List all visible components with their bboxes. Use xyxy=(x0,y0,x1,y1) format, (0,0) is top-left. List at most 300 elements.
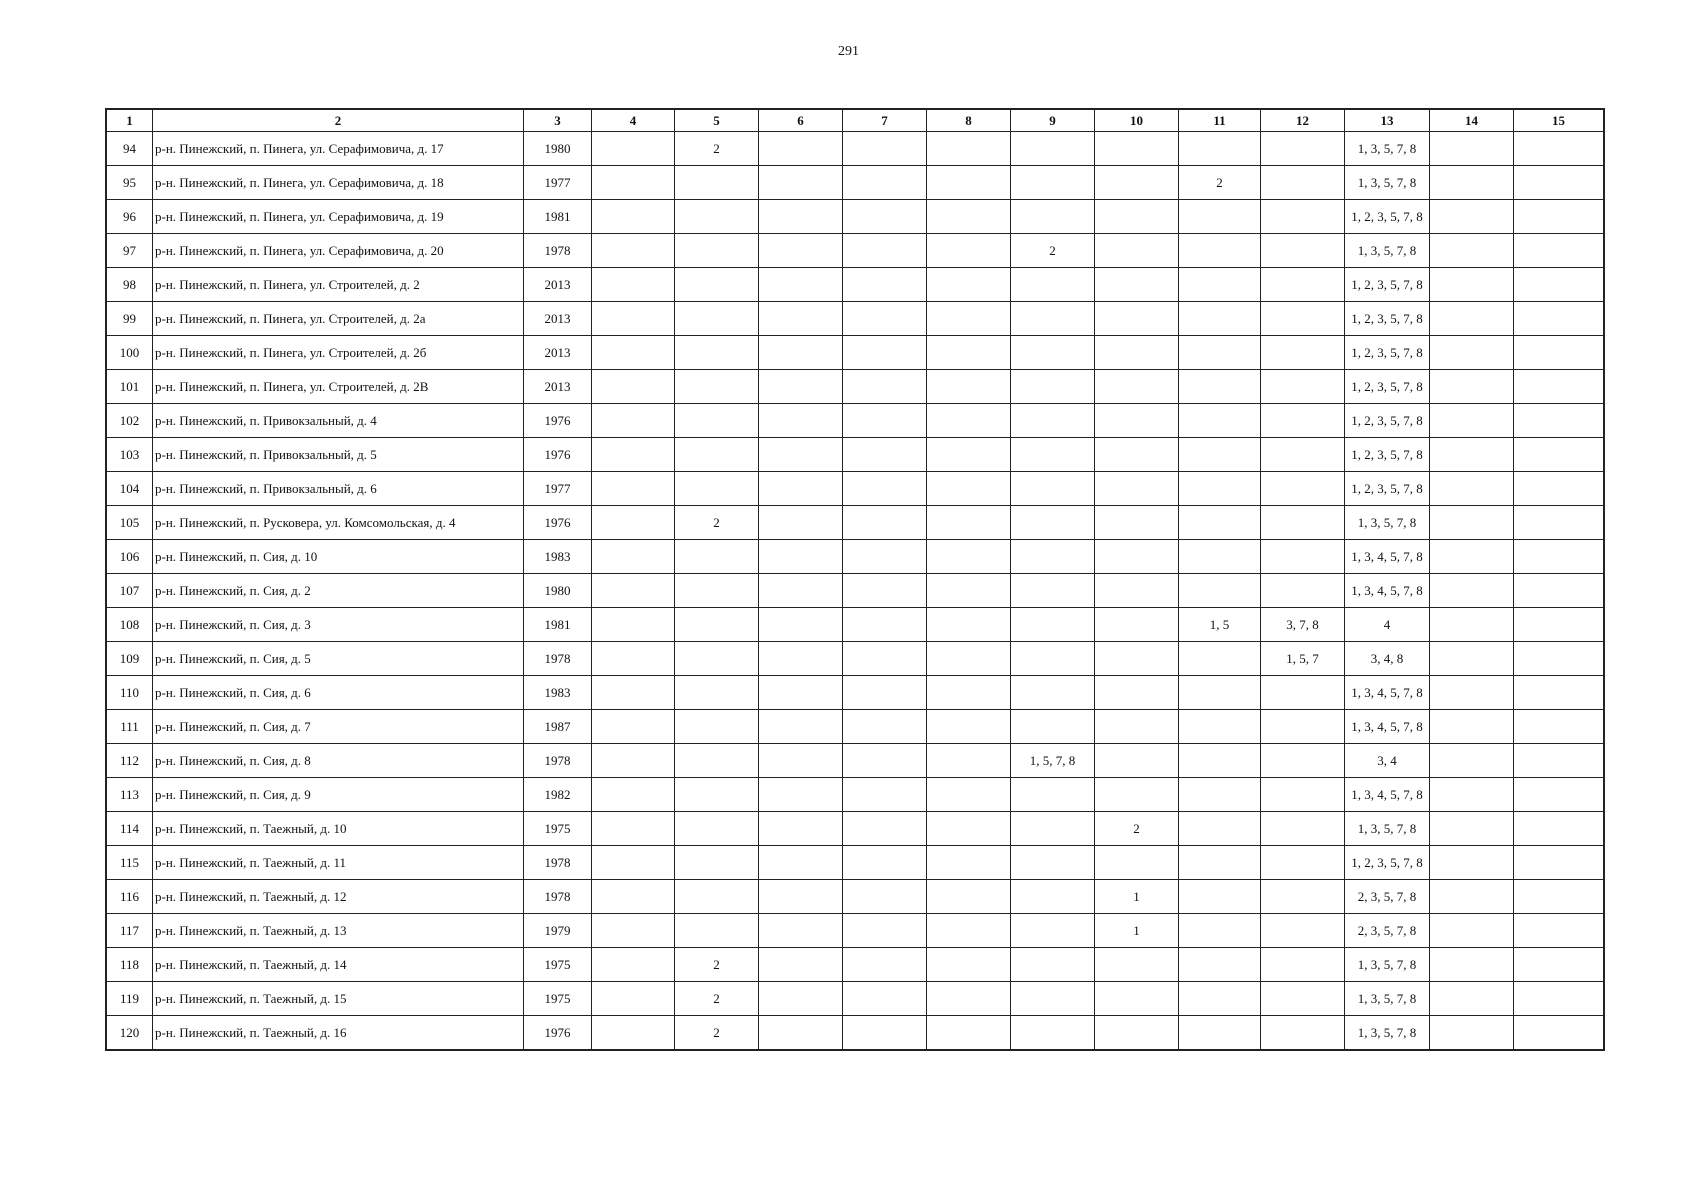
table-cell-col-12 xyxy=(1261,302,1345,336)
table-row xyxy=(107,1016,1604,1050)
table-cell-col-8 xyxy=(927,200,1011,234)
table-cell-col-8 xyxy=(927,472,1011,506)
table-cell-col-6 xyxy=(759,982,843,1016)
codes-text: 1, 2, 3, 5, 7, 8 xyxy=(1351,447,1423,462)
table-cell-col-14 xyxy=(1430,608,1514,642)
table-cell-col-10 xyxy=(1095,200,1179,234)
table-cell-col-1: 100 xyxy=(107,336,153,370)
table-cell-col-14 xyxy=(1430,982,1514,1016)
table-cell-col-13 xyxy=(1345,506,1430,540)
table-cell-col-1: 120 xyxy=(107,1016,153,1050)
table-cell-col-9 xyxy=(1011,472,1095,506)
table-cell-col-11 xyxy=(1179,540,1261,574)
table-cell-col-10 xyxy=(1095,676,1179,710)
data-table xyxy=(106,109,1604,1050)
table-cell-col-6 xyxy=(759,812,843,846)
table-cell-col-7 xyxy=(843,574,927,608)
table-cell-col-2: р-н. Пинежский, п. Пинега, ул. Строителей, д. 2 xyxy=(153,268,524,302)
table-cell-col-15 xyxy=(1514,574,1604,608)
table-cell-col-15 xyxy=(1514,166,1604,200)
table-cell-col-14 xyxy=(1430,166,1514,200)
table-cell-col-14 xyxy=(1430,574,1514,608)
table-cell-col-14 xyxy=(1430,506,1514,540)
table-cell-col-5 xyxy=(675,268,759,302)
table-cell-col-1: 105 xyxy=(107,506,153,540)
table-cell-col-10 xyxy=(1095,302,1179,336)
table-row xyxy=(107,846,1604,880)
table-cell-col-12 xyxy=(1261,438,1345,472)
table-row xyxy=(107,812,1604,846)
table-cell-col-15 xyxy=(1514,846,1604,880)
table-cell-col-10 xyxy=(1095,472,1179,506)
table-cell-col-3: 2013 xyxy=(524,268,592,302)
table-cell-col-6 xyxy=(759,166,843,200)
table-cell-col-12 xyxy=(1261,574,1345,608)
table-cell-col-2: р-н. Пинежский, п. Русковера, ул. Комсомольская, д. 4 xyxy=(153,506,524,540)
table-cell-col-10 xyxy=(1095,166,1179,200)
table-cell-col-13 xyxy=(1345,676,1430,710)
table-header-row xyxy=(107,110,1604,132)
table-cell-col-3: 2013 xyxy=(524,302,592,336)
table-cell-col-4 xyxy=(592,200,675,234)
table-cell-col-8 xyxy=(927,914,1011,948)
table-cell-col-2: р-н. Пинежский, п. Таежный, д. 11 xyxy=(153,846,524,880)
table-cell-col-5 xyxy=(675,234,759,268)
table-cell-col-11 xyxy=(1179,778,1261,812)
table-body xyxy=(107,132,1604,1050)
table-cell-col-14 xyxy=(1430,812,1514,846)
table-cell-col-13 xyxy=(1345,948,1430,982)
table-cell-col-2: р-н. Пинежский, п. Привокзальный, д. 5 xyxy=(153,438,524,472)
table-cell-col-7 xyxy=(843,540,927,574)
table-row xyxy=(107,642,1604,676)
table-cell-col-3: 1975 xyxy=(524,982,592,1016)
table-cell-col-2: р-н. Пинежский, п. Пинега, ул. Строителей, д. 2В xyxy=(153,370,524,404)
table-cell-col-10 xyxy=(1095,132,1179,166)
table-row xyxy=(107,914,1604,948)
codes-text: 1, 3, 4, 5, 7, 8 xyxy=(1351,787,1423,802)
table-cell-col-3: 1978 xyxy=(524,642,592,676)
table-cell-col-7 xyxy=(843,302,927,336)
table-cell-col-11 xyxy=(1179,914,1261,948)
table-cell-col-13 xyxy=(1345,200,1430,234)
table-cell-col-8 xyxy=(927,1016,1011,1050)
table-cell-col-6 xyxy=(759,914,843,948)
table-row xyxy=(107,778,1604,812)
table-cell-col-11 xyxy=(1179,812,1261,846)
table-cell-col-2: р-н. Пинежский, п. Сия, д. 2 xyxy=(153,574,524,608)
table-cell-col-4 xyxy=(592,370,675,404)
table-cell-col-4 xyxy=(592,1016,675,1050)
table-cell-col-8 xyxy=(927,540,1011,574)
column-header-4: 4 xyxy=(592,110,675,132)
table-cell-col-8 xyxy=(927,234,1011,268)
table-cell-col-10 xyxy=(1095,778,1179,812)
table-cell-col-6 xyxy=(759,370,843,404)
table-cell-col-9 xyxy=(1011,506,1095,540)
table-cell-col-14 xyxy=(1430,744,1514,778)
table-cell-col-3: 1980 xyxy=(524,132,592,166)
table-cell-col-6 xyxy=(759,642,843,676)
table-cell-col-9 xyxy=(1011,540,1095,574)
codes-text: 1, 3, 5, 7, 8 xyxy=(1357,957,1417,972)
table-cell-col-12 xyxy=(1261,166,1345,200)
codes-text: 1, 3, 5, 7, 8 xyxy=(1357,515,1417,530)
table-cell-col-2: р-н. Пинежский, п. Привокзальный, д. 6 xyxy=(153,472,524,506)
codes-text: 1, 3, 5, 7, 8 xyxy=(1357,243,1417,258)
table-cell-col-9 xyxy=(1011,268,1095,302)
table-cell-col-11 xyxy=(1179,302,1261,336)
table-cell-col-6 xyxy=(759,880,843,914)
table-cell-col-7 xyxy=(843,642,927,676)
table-cell-col-3: 1977 xyxy=(524,166,592,200)
table-cell-col-10 xyxy=(1095,540,1179,574)
table-cell-col-7 xyxy=(843,744,927,778)
table-cell-col-4 xyxy=(592,778,675,812)
table-cell-col-7 xyxy=(843,914,927,948)
codes-text: 1, 3, 4, 5, 7, 8 xyxy=(1351,583,1423,598)
table-cell-col-13 xyxy=(1345,812,1430,846)
table-cell-col-13 xyxy=(1345,1016,1430,1050)
table-cell-col-7 xyxy=(843,846,927,880)
table-cell-col-8 xyxy=(927,948,1011,982)
table-row xyxy=(107,302,1604,336)
table-cell-col-4 xyxy=(592,642,675,676)
column-header-9: 9 xyxy=(1011,110,1095,132)
table-cell-col-12 xyxy=(1261,234,1345,268)
column-header-13: 13 xyxy=(1345,110,1430,132)
table-row xyxy=(107,268,1604,302)
table-cell-col-6 xyxy=(759,472,843,506)
table-cell-col-4 xyxy=(592,914,675,948)
table-row xyxy=(107,710,1604,744)
table-cell-col-6 xyxy=(759,846,843,880)
table-cell-col-6 xyxy=(759,710,843,744)
table-cell-col-6 xyxy=(759,948,843,982)
column-header-8: 8 xyxy=(927,110,1011,132)
table-cell-col-1: 107 xyxy=(107,574,153,608)
table-cell-col-1: 96 xyxy=(107,200,153,234)
table-cell-col-1: 111 xyxy=(107,710,153,744)
table-cell-col-6 xyxy=(759,506,843,540)
table-cell-col-15 xyxy=(1514,540,1604,574)
table-cell-col-5 xyxy=(675,472,759,506)
table-cell-col-1: 110 xyxy=(107,676,153,710)
table-cell-col-11 xyxy=(1179,846,1261,880)
table-cell-col-4 xyxy=(592,574,675,608)
table-cell-col-7 xyxy=(843,132,927,166)
table-cell-col-11: 1, 5 xyxy=(1179,608,1261,642)
table-cell-col-8 xyxy=(927,982,1011,1016)
column-header-5: 5 xyxy=(675,110,759,132)
table-cell-col-10 xyxy=(1095,336,1179,370)
table-cell-col-4 xyxy=(592,710,675,744)
table-cell-col-9 xyxy=(1011,370,1095,404)
column-header-11: 11 xyxy=(1179,110,1261,132)
table-cell-col-3: 1975 xyxy=(524,948,592,982)
table-cell-col-13 xyxy=(1345,472,1430,506)
table-cell-col-4 xyxy=(592,744,675,778)
table-cell-col-14 xyxy=(1430,846,1514,880)
table-cell-col-9 xyxy=(1011,336,1095,370)
column-header-14: 14 xyxy=(1430,110,1514,132)
table-cell-col-15 xyxy=(1514,404,1604,438)
table-cell-col-3: 1979 xyxy=(524,914,592,948)
table-cell-col-8 xyxy=(927,370,1011,404)
table-cell-col-10 xyxy=(1095,404,1179,438)
table-cell-col-12 xyxy=(1261,200,1345,234)
table-cell-col-3: 1976 xyxy=(524,1016,592,1050)
table-cell-col-15 xyxy=(1514,472,1604,506)
table-cell-col-4 xyxy=(592,676,675,710)
table-cell-col-1: 118 xyxy=(107,948,153,982)
table-cell-col-13 xyxy=(1345,710,1430,744)
table-cell-col-13 xyxy=(1345,642,1430,676)
table-cell-col-11 xyxy=(1179,744,1261,778)
table-cell-col-13 xyxy=(1345,540,1430,574)
table-cell-col-2: р-н. Пинежский, п. Сия, д. 9 xyxy=(153,778,524,812)
table-cell-col-5 xyxy=(675,574,759,608)
codes-text: 3, 4, 8 xyxy=(1370,651,1404,666)
table-cell-col-14 xyxy=(1430,200,1514,234)
table-cell-col-1: 119 xyxy=(107,982,153,1016)
table-cell-col-8 xyxy=(927,778,1011,812)
table-cell-col-7 xyxy=(843,404,927,438)
table-cell-col-11 xyxy=(1179,200,1261,234)
table-cell-col-11 xyxy=(1179,370,1261,404)
table-cell-col-7 xyxy=(843,506,927,540)
table-cell-col-4 xyxy=(592,880,675,914)
table-cell-col-4 xyxy=(592,982,675,1016)
table-cell-col-1: 116 xyxy=(107,880,153,914)
table-cell-col-15 xyxy=(1514,608,1604,642)
table-cell-col-2: р-н. Пинежский, п. Сия, д. 3 xyxy=(153,608,524,642)
table-cell-col-8 xyxy=(927,642,1011,676)
table-cell-col-13 xyxy=(1345,302,1430,336)
table-row xyxy=(107,676,1604,710)
table-cell-col-5 xyxy=(675,404,759,438)
table-row xyxy=(107,404,1604,438)
table-cell-col-12 xyxy=(1261,506,1345,540)
table-cell-col-15 xyxy=(1514,438,1604,472)
table-cell-col-6 xyxy=(759,676,843,710)
table-row xyxy=(107,574,1604,608)
table-cell-col-9 xyxy=(1011,574,1095,608)
table-cell-col-11 xyxy=(1179,404,1261,438)
table-cell-col-5 xyxy=(675,744,759,778)
table-cell-col-2: р-н. Пинежский, п. Пинега, ул. Строителей, д. 2а xyxy=(153,302,524,336)
table-cell-col-5 xyxy=(675,438,759,472)
table-cell-col-11 xyxy=(1179,710,1261,744)
table-cell-col-15 xyxy=(1514,880,1604,914)
table-cell-col-3: 1976 xyxy=(524,506,592,540)
table-cell-col-8 xyxy=(927,132,1011,166)
table-cell-col-2: р-н. Пинежский, п. Пинега, ул. Серафимовича, д. 18 xyxy=(153,166,524,200)
table-cell-col-8 xyxy=(927,166,1011,200)
table-cell-col-8 xyxy=(927,302,1011,336)
table-cell-col-11 xyxy=(1179,132,1261,166)
table-cell-col-12 xyxy=(1261,336,1345,370)
table-cell-col-15 xyxy=(1514,132,1604,166)
table-cell-col-7 xyxy=(843,778,927,812)
table-cell-col-2: р-н. Пинежский, п. Таежный, д. 12 xyxy=(153,880,524,914)
table-cell-col-6 xyxy=(759,132,843,166)
table-cell-col-5 xyxy=(675,540,759,574)
table-cell-col-2: р-н. Пинежский, п. Пинега, ул. Серафимовича, д. 20 xyxy=(153,234,524,268)
table-cell-col-9 xyxy=(1011,676,1095,710)
table-cell-col-6 xyxy=(759,744,843,778)
column-header-10: 10 xyxy=(1095,110,1179,132)
table-cell-col-13 xyxy=(1345,778,1430,812)
table-cell-col-4 xyxy=(592,268,675,302)
table-cell-col-2: р-н. Пинежский, п. Сия, д. 8 xyxy=(153,744,524,778)
table-cell-col-11 xyxy=(1179,336,1261,370)
table-cell-col-12 xyxy=(1261,744,1345,778)
table-cell-col-3: 1983 xyxy=(524,676,592,710)
table-cell-col-13 xyxy=(1345,166,1430,200)
table-cell-col-12 xyxy=(1261,370,1345,404)
codes-text: 1, 2, 3, 5, 7, 8 xyxy=(1351,311,1423,326)
table-cell-col-5 xyxy=(675,336,759,370)
column-header-1: 1 xyxy=(107,110,153,132)
table-cell-col-8 xyxy=(927,336,1011,370)
table-cell-col-1: 112 xyxy=(107,744,153,778)
table-cell-col-12 xyxy=(1261,710,1345,744)
table-cell-col-14 xyxy=(1430,268,1514,302)
table-cell-col-2: р-н. Пинежский, п. Привокзальный, д. 4 xyxy=(153,404,524,438)
table-cell-col-5 xyxy=(675,200,759,234)
table-cell-col-2: р-н. Пинежский, п. Сия, д. 6 xyxy=(153,676,524,710)
table-cell-col-9 xyxy=(1011,710,1095,744)
table-cell-col-8 xyxy=(927,506,1011,540)
table-cell-col-12 xyxy=(1261,540,1345,574)
table-cell-col-15 xyxy=(1514,370,1604,404)
table-cell-col-13 xyxy=(1345,438,1430,472)
codes-text: 1, 2, 3, 5, 7, 8 xyxy=(1351,277,1423,292)
table-cell-col-5 xyxy=(675,166,759,200)
codes-text: 1, 3, 5, 7, 8 xyxy=(1357,821,1417,836)
table-cell-col-12 xyxy=(1261,404,1345,438)
table-cell-col-10 xyxy=(1095,642,1179,676)
table-cell-col-14 xyxy=(1430,472,1514,506)
table-cell-col-4 xyxy=(592,132,675,166)
table-cell-col-2: р-н. Пинежский, п. Сия, д. 10 xyxy=(153,540,524,574)
table-cell-col-6 xyxy=(759,302,843,336)
table-cell-col-7 xyxy=(843,336,927,370)
table-cell-col-8 xyxy=(927,404,1011,438)
codes-text: 1, 3, 5, 7, 8 xyxy=(1357,141,1417,156)
table-cell-col-10: 2 xyxy=(1095,812,1179,846)
table-cell-col-6 xyxy=(759,608,843,642)
table-cell-col-9: 2 xyxy=(1011,234,1095,268)
table-cell-col-5 xyxy=(675,846,759,880)
table-cell-col-3: 1975 xyxy=(524,812,592,846)
table-cell-col-1: 108 xyxy=(107,608,153,642)
table-cell-col-13 xyxy=(1345,880,1430,914)
table-cell-col-14 xyxy=(1430,880,1514,914)
table-row xyxy=(107,200,1604,234)
table-cell-col-4 xyxy=(592,166,675,200)
table-cell-col-7 xyxy=(843,234,927,268)
table-cell-col-11 xyxy=(1179,982,1261,1016)
table-cell-col-4 xyxy=(592,438,675,472)
table-cell-col-1: 106 xyxy=(107,540,153,574)
table-cell-col-9 xyxy=(1011,608,1095,642)
table-cell-col-1: 102 xyxy=(107,404,153,438)
table-cell-col-3: 1977 xyxy=(524,472,592,506)
table-cell-col-10 xyxy=(1095,438,1179,472)
codes-text: 1, 3, 4, 5, 7, 8 xyxy=(1351,549,1423,564)
codes-text: 1, 3, 5, 7, 8 xyxy=(1357,991,1417,1006)
table-cell-col-7 xyxy=(843,710,927,744)
table-cell-col-6 xyxy=(759,234,843,268)
table-cell-col-15 xyxy=(1514,200,1604,234)
table-cell-col-13 xyxy=(1345,336,1430,370)
column-header-3: 3 xyxy=(524,110,592,132)
table-cell-col-11 xyxy=(1179,880,1261,914)
table-cell-col-1: 95 xyxy=(107,166,153,200)
table-cell-col-14 xyxy=(1430,234,1514,268)
table-cell-col-8 xyxy=(927,676,1011,710)
table-cell-col-8 xyxy=(927,880,1011,914)
table-cell-col-10 xyxy=(1095,710,1179,744)
table-cell-col-11 xyxy=(1179,1016,1261,1050)
table-cell-col-4 xyxy=(592,302,675,336)
table-cell-col-7 xyxy=(843,472,927,506)
table-cell-col-5: 2 xyxy=(675,1016,759,1050)
table-cell-col-15 xyxy=(1514,778,1604,812)
table-cell-col-1: 94 xyxy=(107,132,153,166)
table-cell-col-15 xyxy=(1514,982,1604,1016)
table-cell-col-10 xyxy=(1095,608,1179,642)
table-cell-col-2: р-н. Пинежский, п. Пинега, ул. Серафимовича, д. 17 xyxy=(153,132,524,166)
table-cell-col-13 xyxy=(1345,574,1430,608)
table-cell-col-13 xyxy=(1345,268,1430,302)
table-cell-col-9 xyxy=(1011,642,1095,676)
codes-text: 1, 2, 3, 5, 7, 8 xyxy=(1351,379,1423,394)
table-row xyxy=(107,132,1604,166)
table-cell-col-14 xyxy=(1430,914,1514,948)
table-cell-col-3: 1982 xyxy=(524,778,592,812)
table-cell-col-10 xyxy=(1095,506,1179,540)
table-cell-col-15 xyxy=(1514,1016,1604,1050)
table-cell-col-5 xyxy=(675,812,759,846)
table-cell-col-5 xyxy=(675,710,759,744)
table-cell-col-2: р-н. Пинежский, п. Таежный, д. 15 xyxy=(153,982,524,1016)
table-cell-col-11 xyxy=(1179,506,1261,540)
table-cell-col-11 xyxy=(1179,574,1261,608)
column-header-7: 7 xyxy=(843,110,927,132)
table-cell-col-5: 2 xyxy=(675,132,759,166)
table-cell-col-15 xyxy=(1514,744,1604,778)
table-cell-col-3: 1978 xyxy=(524,744,592,778)
table-cell-col-12 xyxy=(1261,846,1345,880)
table-cell-col-6 xyxy=(759,200,843,234)
table-cell-col-10 xyxy=(1095,574,1179,608)
table-cell-col-9: 1, 5, 7, 8 xyxy=(1011,744,1095,778)
table-cell-col-6 xyxy=(759,540,843,574)
table-cell-col-15 xyxy=(1514,506,1604,540)
table-cell-col-7 xyxy=(843,982,927,1016)
table-cell-col-1: 113 xyxy=(107,778,153,812)
table-cell-col-4 xyxy=(592,472,675,506)
table-cell-col-5 xyxy=(675,302,759,336)
table-cell-col-5 xyxy=(675,608,759,642)
column-header-12: 12 xyxy=(1261,110,1345,132)
column-header-15: 15 xyxy=(1514,110,1604,132)
table-row xyxy=(107,744,1604,778)
table-cell-col-10 xyxy=(1095,268,1179,302)
